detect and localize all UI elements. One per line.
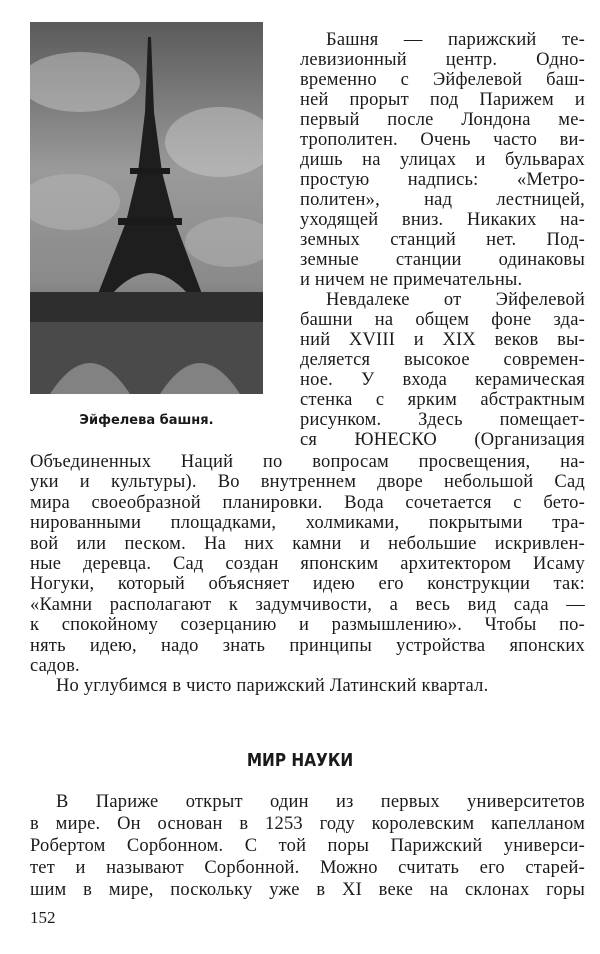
text-line: к спокойному созерцанию и размышлению». Чтобы по- xyxy=(30,615,585,636)
text-line: дишь на улицах и бульварах xyxy=(300,150,585,170)
text-line: деляется высокое современ- xyxy=(300,350,585,370)
text-line: Башня — парижский те- xyxy=(326,30,585,50)
text-line: политен», над лестницей, xyxy=(300,190,585,210)
text-line: Робертом Сорбонном. С той поры Парижский универси- xyxy=(30,836,585,856)
figure-caption: Эйфелева башня. xyxy=(79,413,214,428)
text-line: «Камни располагают к задумчивости, а весь вид сада — xyxy=(30,594,585,615)
text-line: рисунком. Здесь помещает- xyxy=(300,410,585,430)
text-line: башни на общем фоне зда- xyxy=(300,310,585,330)
text-line: Но углубимся в чисто парижский Латинский квартал. xyxy=(56,676,489,697)
text-line: вой или песком. На них камни и небольшие искривлен- xyxy=(30,533,585,554)
text-line: ное. У входа керамическая xyxy=(300,370,585,390)
text-line: нированными площадками, холмиками, покрытыми тра- xyxy=(30,513,585,534)
eiffel-tower-photo xyxy=(30,22,263,394)
text-line: садов. xyxy=(30,656,80,676)
text-line: В Париже открыт один из первых университетов xyxy=(56,792,585,812)
text-line: уходящей вниз. Никаких на- xyxy=(300,210,585,230)
text-line: первый после Лондона ме- xyxy=(300,110,585,130)
section-heading: МИР НАУКИ xyxy=(246,750,354,771)
text-line: ные деревца. Сад создан японским архитектором Исаму xyxy=(30,554,585,574)
text-line: и ничем не примечательны. xyxy=(300,270,523,290)
text-line: мира своеобразной планировки. Вода сочетается с бето- xyxy=(30,492,585,513)
text-line: Объединенных Наций по вопросам просвещения, на- xyxy=(30,452,585,472)
text-line: временно с Эйфелевой баш- xyxy=(300,70,585,90)
text-line: тет и называют Сорбонной. Можно считать его старей- xyxy=(30,858,585,878)
text-line: ний XVIII и XIX веков вы- xyxy=(300,330,585,350)
text-line: трополитен. Очень часто ви- xyxy=(300,130,585,150)
text-line: земных станций нет. Под- xyxy=(300,230,585,250)
text-line: земные станции одинаковы xyxy=(300,250,585,270)
text-line: шим в мире, поскольку уже в XI веке на склонах горы xyxy=(30,880,585,900)
text-line: уки и культуры). Во внутреннем дворе небольшой Сад xyxy=(30,472,585,493)
text-line: Ногуки, который объясняет идею его конструкции так: xyxy=(30,574,585,595)
text-line: простую надпись: «Метро- xyxy=(300,170,585,190)
page-number: 152 xyxy=(30,908,56,927)
text-line: левизионный центр. Одно- xyxy=(300,50,585,70)
text-line: в мире. Он основан в 1253 году королевским капелланом xyxy=(30,814,585,834)
text-line: нять идею, надо знать принципы устройства японских xyxy=(30,635,585,656)
text-line: ся ЮНЕСКО (Организация xyxy=(300,430,585,450)
text-line: ней прорыт под Парижем и xyxy=(300,90,585,110)
text-line: стенка с ярким абстрактным xyxy=(300,390,585,410)
text-line: Невдалеке от Эйфелевой xyxy=(326,290,585,310)
